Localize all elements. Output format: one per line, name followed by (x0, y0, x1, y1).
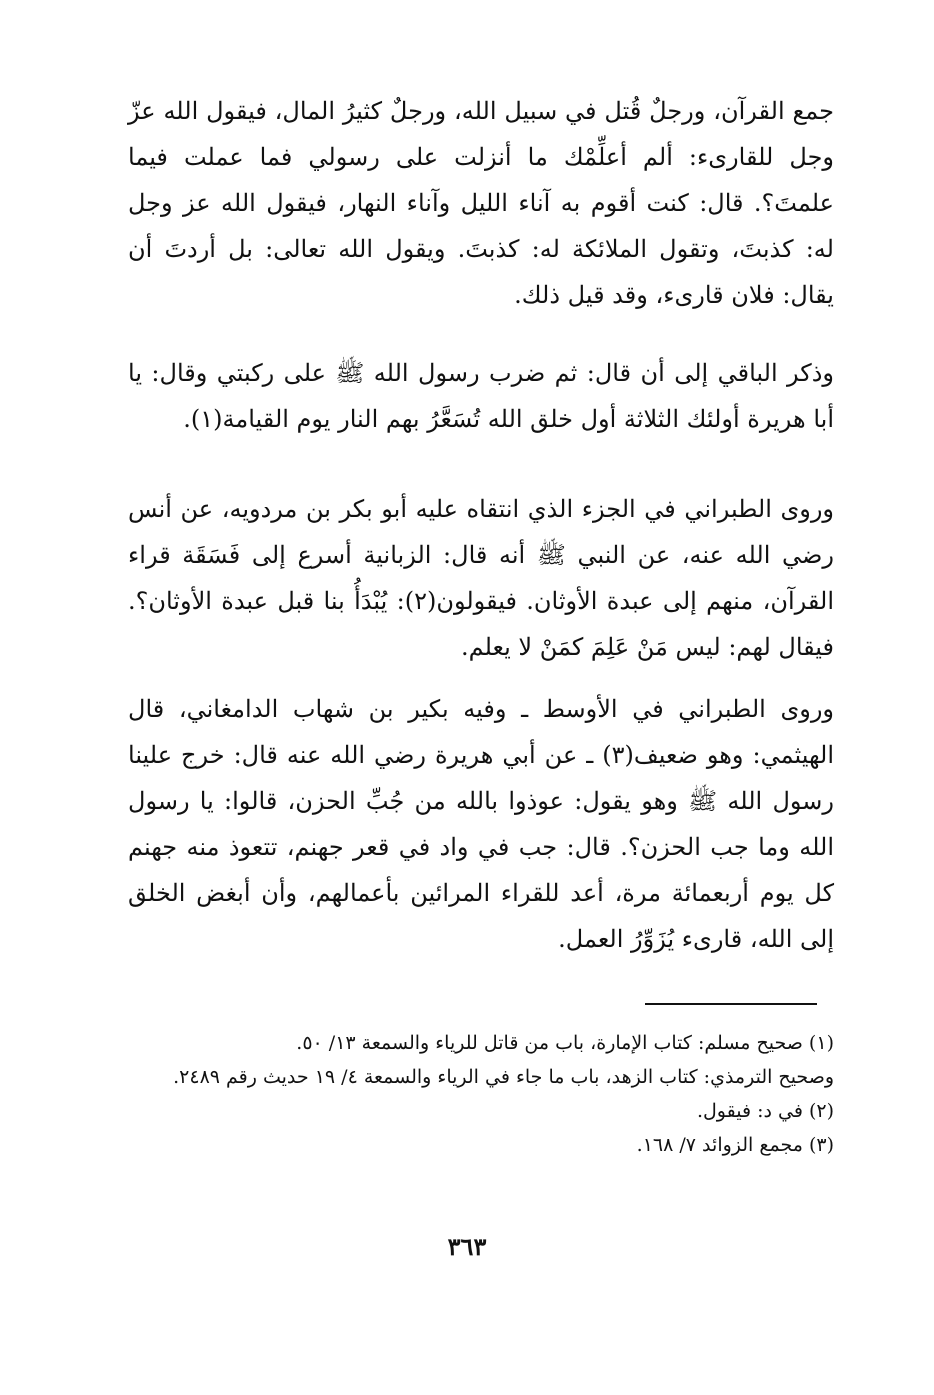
footnote-3: (٣) مجمع الزوائد ٧/ ١٦٨. (636, 1134, 834, 1156)
footnote-separator (645, 1003, 817, 1005)
paragraph-2: وذكر الباقي إلى أن قال: ثم ضرب رسول الله ﷺ على ركبتي وقال: يا أبا هريرة أولئك الثلاثة أول خلق الله تُسَعَّرُ بهم النار يوم القيامة(١). (128, 359, 834, 433)
footnotes (122, 1026, 834, 1162)
page-number: ٣٦٣ (447, 1232, 487, 1261)
paragraph-3: وروى الطبراني في الجزء الذي انتقاه عليه أبو بكر بن مردويه، عن أنس رضي الله عنه، عن النبي ﷺ أنه قال: الزبانية أسرع إلى فَسَقَة قراء القرآن، منهم إلى عبدة الأوثان. فيقولون(٢): يُبْدَأُ بنا قبل عبدة الأوثان؟. فيقال لهم: ليس مَنْ عَلِمَ كمَنْ لا يعلم. (128, 495, 835, 661)
paragraph-1: جمع القرآن، ورجلٌ قُتل في سبيل الله، ورجلٌ كثيرُ المال، فيقول الله عزّ وجل للقارىء: ألم أعلِّمْك ما أنزلت على رسولي فما عملت فيما علمتَ؟. قال: كنت أقوم به آناء الليل وآناء النهار، فيقول الله عز وجل له: كذبتَ، وتقول الملائكة له: كذبتَ. ويقول الله تعالى: بل أردتَ أن يقال: فلان قارىء، وقد قيل ذلك. (128, 97, 834, 309)
paragraph-4: وروى الطبراني في الأوسط ـ وفيه بكير بن شهاب الدامغاني، قال الهيثمي: وهو ضعيف(٣) ـ عن أبي هريرة رضي الله عنه قال: خرج علينا رسول الله ﷺ وهو يقول: عوذوا بالله من جُبِّ الحزن، قالوا: يا رسول الله وما جب الحزن؟. قال: جب في واد في قعر جهنم، تتعوذ منه جهنم كل يوم أربعمائة مرة، أعد للقراء المرائين بأعمالهم، وأن أبغض الخلق إلى الله، قارىء يُزَوِّرُ العمل. (128, 695, 835, 953)
footnote-1: (١) صحيح مسلم: كتاب الإمارة، باب من قاتل للرياء والسمعة ١٣/ ٥٠. (296, 1032, 834, 1054)
footnote-1-continuation: وصحيح الترمذي: كتاب الزهد، باب ما جاء في الرياء والسمعة ٤/ ١٩ حديث رقم ٢٤٨٩. (173, 1066, 834, 1088)
footnote-2: (٢) في د: فيقول. (696, 1100, 834, 1122)
